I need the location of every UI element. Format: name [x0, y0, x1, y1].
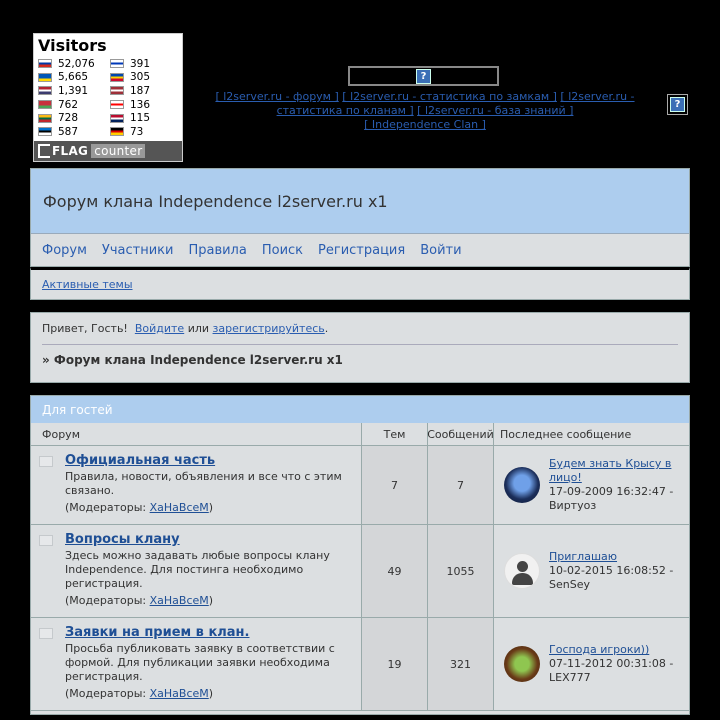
forum-row	[31, 618, 689, 711]
link-knowledge-base[interactable]: [ l2server.ru - база знаний ]	[417, 104, 574, 117]
login-link[interactable]: Войдите	[134, 322, 185, 335]
flag-counter-count: 115	[130, 112, 151, 125]
register-link[interactable]: зарегистрируйтесь	[212, 322, 325, 335]
flag-counter-logo	[34, 141, 182, 161]
column-last-post: Последнее сообщение	[500, 427, 632, 441]
last-post-link[interactable]: Будем знать Крысу в лицо!	[549, 457, 672, 484]
link-forum[interactable]: [ l2server.ru - форум ]	[215, 90, 339, 103]
link-castle-stats[interactable]: [ l2server.ru - статистика по замкам ]	[342, 90, 557, 103]
category-title: Для гостей	[31, 396, 689, 423]
forum-row	[31, 446, 689, 525]
avatar[interactable]	[504, 553, 540, 589]
last-post-date: 07-11-2012 00:31:08 -	[549, 657, 674, 670]
flag-counter-row	[110, 98, 182, 112]
flag-counter-count: 762	[58, 98, 79, 111]
flag-counter-count: 136	[130, 98, 151, 111]
israel-flag-icon	[110, 59, 124, 68]
breadcrumb: » Форум клана Independence l2server.ru x1	[42, 353, 343, 367]
last-post-info	[549, 457, 689, 513]
flag-counter-row	[38, 71, 110, 85]
forum-moderators	[65, 687, 351, 701]
forum-cell	[31, 618, 362, 710]
mods-end: )	[208, 501, 214, 514]
estonia-flag-icon	[38, 127, 52, 136]
flag-counter-grid	[38, 57, 178, 139]
flag-counter-widget[interactable]	[33, 33, 183, 162]
forum-info	[65, 533, 351, 608]
forum-header	[30, 168, 690, 267]
welcome-end: .	[324, 322, 329, 335]
usa-flag-icon	[38, 86, 52, 95]
mods-label: (Модераторы:	[65, 687, 147, 700]
forum-link[interactable]: Заявки на прием в клан.	[65, 625, 250, 640]
last-post-cell	[494, 525, 689, 617]
flag-counter-count: 5,665	[58, 71, 89, 84]
link-clan-stats-part2[interactable]: статистика по кланам ]	[276, 104, 414, 117]
flag-counter-title: Visitors	[38, 36, 107, 55]
forum-status-icon	[39, 628, 53, 639]
forum-cell	[31, 525, 362, 617]
flag-counter-count: 391	[130, 57, 151, 70]
flag-counter-count: 52,076	[58, 57, 95, 70]
last-post-user: SenSey	[549, 578, 590, 591]
flag-counter-count: 587	[58, 125, 79, 138]
georgia-flag-icon	[110, 100, 124, 109]
forum-status-icon	[39, 535, 53, 546]
forum-description: Просьба публиковать заявку в соответствии с формой. Для публикации заявки необходима регистрация.	[65, 642, 335, 683]
forum-moderators	[65, 501, 351, 515]
belarus-flag-icon	[38, 100, 52, 109]
nav-register[interactable]: Регистрация	[318, 242, 406, 258]
topics-count: 19	[362, 618, 428, 710]
forum-cell	[31, 446, 362, 524]
russia-flag-icon	[38, 59, 52, 68]
last-post-date: 17-09-2009 16:32:47 -	[549, 485, 674, 498]
column-forum: Форум	[31, 423, 362, 445]
top-banner-box[interactable]	[348, 66, 499, 86]
flag-counter-row	[38, 98, 110, 112]
forum-description: Здесь можно задавать любые вопросы клану Independence. Для постинга необходимо регистрация.	[65, 549, 330, 590]
moderator-link[interactable]: ХаНаВсеМ	[149, 594, 209, 607]
posts-count: 7	[428, 446, 494, 524]
flag-counter-count: 728	[58, 112, 79, 125]
mods-end: )	[208, 687, 214, 700]
last-post-cell	[494, 446, 689, 524]
link-independence-clan[interactable]: [ Independence Clan ]	[364, 118, 486, 131]
flag-counter-count: 305	[130, 71, 151, 84]
forum-link[interactable]: Вопросы клану	[65, 532, 180, 547]
flag-counter-row	[38, 84, 110, 98]
flag-counter-row	[38, 125, 110, 139]
greeting-text: Привет, Гость!	[42, 322, 128, 335]
topics-count: 7	[362, 446, 428, 524]
nav-search[interactable]: Поиск	[261, 242, 304, 258]
forum-status-icon	[39, 456, 53, 467]
last-post-info	[549, 550, 673, 592]
flag-counter-row	[110, 71, 182, 85]
avatar[interactable]	[504, 646, 540, 682]
broken-image-icon: ?	[416, 69, 431, 84]
flag-counter-row	[110, 57, 182, 71]
link-clan-stats-part1[interactable]: [ l2server.ru -	[560, 90, 635, 103]
flag-counter-count: 187	[130, 84, 151, 97]
forum-title: Форум клана Independence l2server.ru x1	[31, 169, 689, 234]
flag-counter-count: 73	[130, 125, 144, 138]
mods-label: (Модераторы:	[65, 501, 147, 514]
broken-image-icon: ?	[670, 97, 685, 112]
flag-counter-logo-counter: counter	[91, 144, 145, 158]
flag-counter-count: 1,391	[58, 84, 89, 97]
avatar[interactable]	[504, 467, 540, 503]
lithuania-flag-icon	[38, 114, 52, 123]
moldova-flag-icon	[110, 73, 124, 82]
forum-info	[65, 454, 351, 515]
flag-counter-row	[110, 84, 182, 98]
divider	[42, 344, 678, 345]
germany-flag-icon	[110, 127, 124, 136]
active-topics-link[interactable]: Активные темы	[42, 278, 133, 291]
forum-link[interactable]: Официальная часть	[65, 453, 216, 468]
last-post-date: 10-02-2015 16:08:52 -	[549, 564, 674, 577]
flag-counter-logo-flag: FLAG	[52, 144, 89, 158]
nav-login[interactable]: Войти	[420, 242, 462, 258]
mods-end: )	[208, 594, 214, 607]
topics-count: 49	[362, 525, 428, 617]
last-post-cell	[494, 618, 689, 710]
column-topics: Тем	[362, 423, 428, 445]
moderator-link[interactable]: ХаНаВсеМ	[149, 687, 209, 700]
last-post-link[interactable]: Господа игроки))	[549, 643, 650, 656]
ukraine-flag-icon	[38, 73, 52, 82]
column-headers	[31, 423, 689, 446]
posts-count: 1055	[428, 525, 494, 617]
posts-count: 321	[428, 618, 494, 710]
forum-info	[65, 626, 351, 701]
top-links	[205, 90, 645, 132]
mods-label: (Модераторы:	[65, 594, 147, 607]
flag-counter-logo-icon	[38, 144, 50, 158]
norway-flag-icon	[110, 114, 124, 123]
last-post-user: LEX777	[549, 671, 591, 684]
main-nav	[31, 234, 689, 266]
welcome-line	[42, 322, 678, 335]
flag-counter-row	[38, 111, 110, 125]
nav-forum[interactable]: Форум	[42, 242, 87, 258]
forum-row	[31, 525, 689, 618]
last-post-link[interactable]: Приглашаю	[549, 550, 618, 563]
nav-rules[interactable]: Правила	[188, 242, 247, 258]
moderator-link[interactable]: ХаНаВсеМ	[149, 501, 209, 514]
right-banner-box[interactable]	[667, 94, 688, 115]
forum-moderators	[65, 594, 351, 608]
flag-counter-row	[110, 125, 182, 139]
forum-category-table	[30, 395, 690, 715]
nav-members[interactable]: Участники	[101, 242, 174, 258]
last-post-info	[549, 643, 673, 685]
or-text: или	[187, 322, 210, 335]
flag-counter-row	[38, 57, 110, 71]
welcome-panel	[30, 312, 690, 383]
forum-description: Правила, новости, объявления и все что с этим связано.	[65, 470, 342, 497]
latvia-flag-icon	[110, 86, 124, 95]
last-post-user: Виртуоз	[549, 499, 597, 512]
active-topics-bar	[30, 267, 690, 300]
column-posts: Сообщений	[428, 423, 494, 445]
flag-counter-row	[110, 111, 182, 125]
